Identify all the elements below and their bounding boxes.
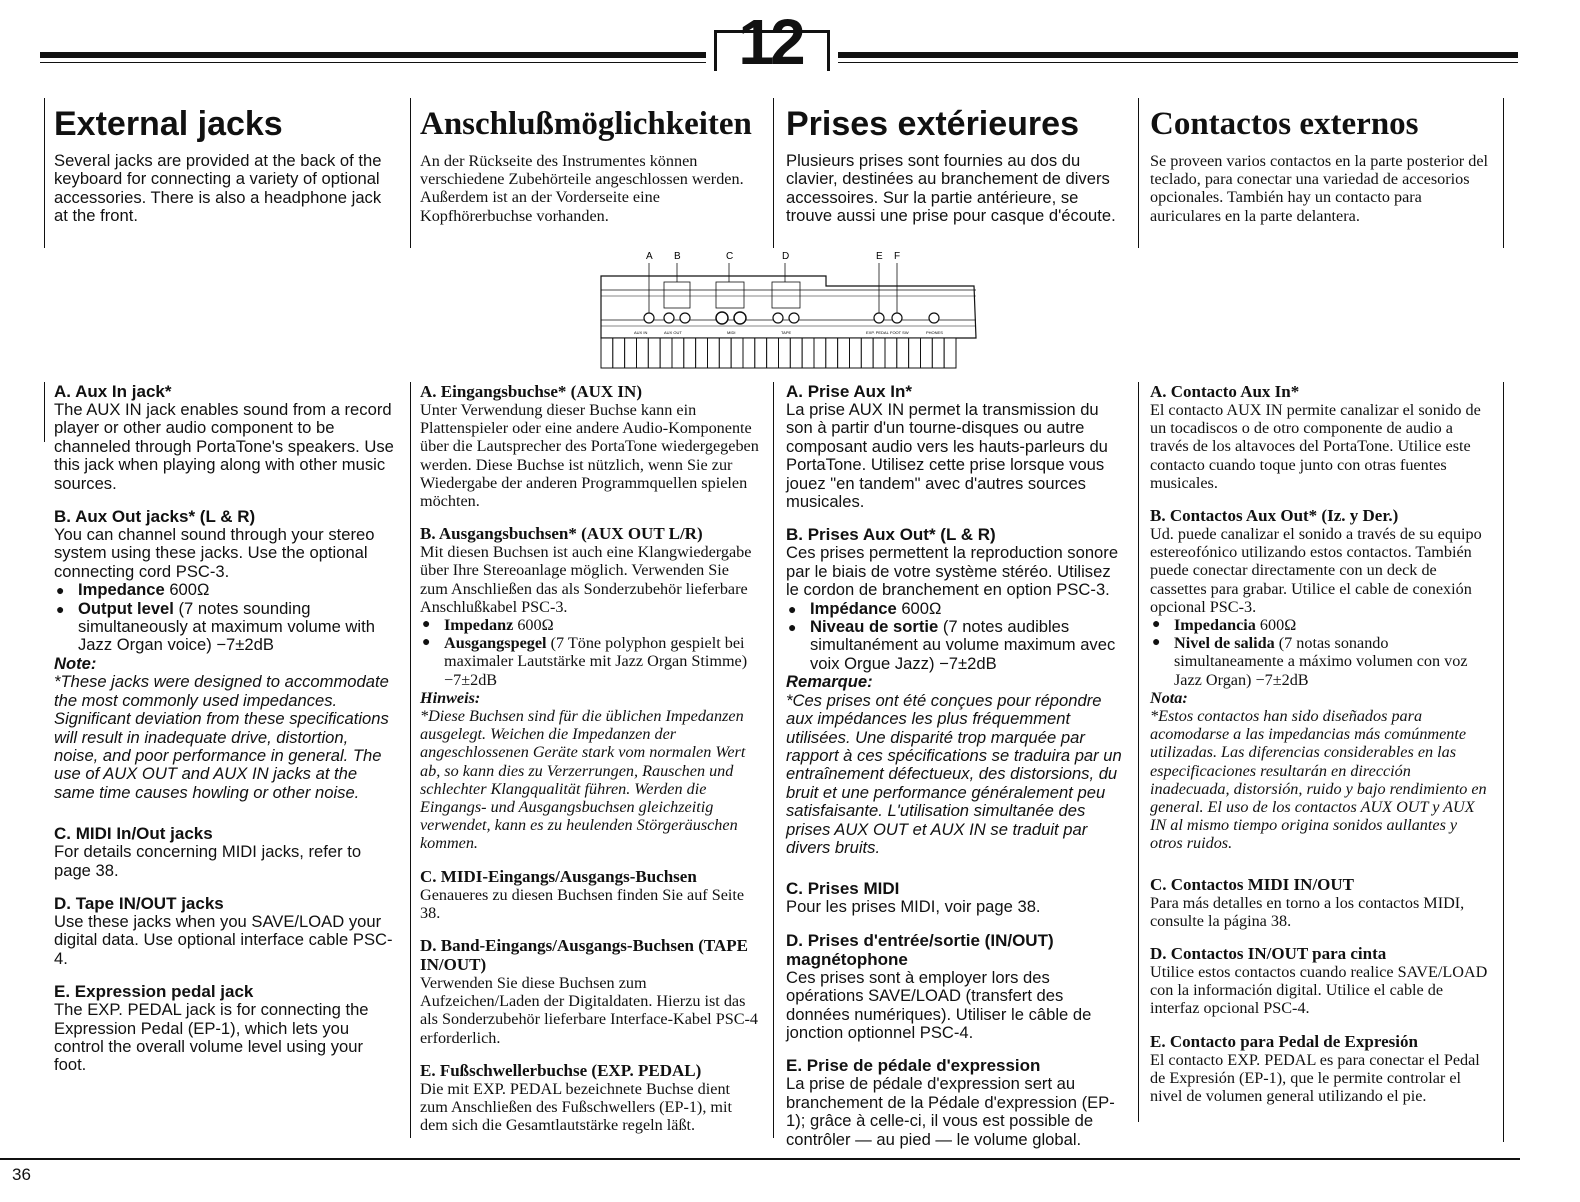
- english-spec-list: [54, 581, 394, 655]
- spanish-note-body: *Estos contactos han sido diseñados para acomodarse a las impedancias más comúnmente utilizadas. Las diferencias considerables en las especificaciones resultarán en dirección inadecuada, distorsión, ruido y bajo rendimiento en general. El uso de los contactos AUX OUT y AUX IN al mismo tiempo origina sonidos aullantes y otros ruidos.: [1150, 707, 1487, 853]
- keyboard-key: [779, 338, 791, 368]
- german-a-body: Unter Verwendung dieser Buchse kann ein Plattenspieler oder eine andere Audio-Komponente über die Lautsprecher des PortaTone wiedergegeben werden. Diese Buchse ist nützlich, wenn Sie zur Wiedergabe der anderen Programmquellen spielen möchten.: [420, 401, 759, 511]
- rear-panel-diagram: [596, 248, 982, 373]
- keyboard-key: [731, 338, 743, 368]
- english-section-d: [54, 894, 394, 968]
- french-section-b: [786, 525, 1128, 857]
- spec-value: 600Ω: [169, 580, 210, 600]
- french-d-body: Ces prises sont à employer lors des opérations SAVE/LOAD (transfert des données numériques). Utiliser le câble de jonction optionnel PSC-4.: [786, 967, 1092, 1042]
- spanish-section-e: [1150, 1032, 1490, 1106]
- spanish-intro-block: [1150, 104, 1490, 225]
- english-d-title: D. Tape IN/OUT jacks: [54, 893, 224, 913]
- spanish-d-body: Utilice estos contactos cuando realice SAVE/LOAD con la información digital. Utilice el cable de interfaz opcional PSC-4.: [1150, 963, 1488, 1018]
- spanish-a-title: A. Contacto Aux In*: [1150, 382, 1300, 401]
- exp-pedal-jack: [874, 313, 884, 323]
- spec-value: (7 Töne polyphon gespielt bei maximaler Lautstärke mit Jazz Organ Stimme) −7±2dB: [444, 634, 748, 689]
- leader-bracket: [772, 282, 800, 308]
- spanish-c-body: Para más detalles en torno a los contactos MIDI, consulte la página 38.: [1150, 893, 1465, 930]
- diagram-letter-c: C: [726, 251, 734, 262]
- keyboard-key: [838, 338, 850, 368]
- spec-label: Niveau de sortie: [810, 617, 939, 637]
- chapter-tab: [704, 6, 836, 78]
- diagram-letter-e: E: [876, 251, 883, 262]
- german-section-c: [420, 867, 760, 922]
- spec-value: (7 notes sounding simultaneously at maximum volume with Jazz Organ voice) −7±2dB: [78, 598, 375, 655]
- spanish-section-d: [1150, 944, 1490, 1018]
- column-rule: [410, 98, 411, 248]
- french-section-c: [786, 879, 1128, 916]
- aux-out-l-jack: [664, 313, 674, 323]
- english-note-label: Note:: [54, 653, 97, 673]
- spec-value: 600Ω: [517, 616, 554, 635]
- diagram-letter-b: B: [674, 251, 681, 262]
- midi-in-jack: [716, 312, 728, 324]
- french-section-a: [786, 382, 1128, 511]
- english-title: External jacks: [54, 105, 283, 143]
- spanish-e-title: E. Contacto para Pedal de Expresión: [1150, 1031, 1418, 1051]
- french-column: [786, 382, 1128, 1149]
- spanish-b-body: Ud. puede canalizar el sonido a través de su equipo estereofónico utilizando estos contactos. También puede conectar directamente con un deck de cassettes para grabar. Utilice el cable de conexión opcional PSC-3.: [1150, 525, 1482, 616]
- jack-label-phones: PHONES: [926, 330, 943, 335]
- spec-value: 600Ω: [1259, 616, 1297, 635]
- keyboard-key: [767, 338, 779, 368]
- keyboard-key: [802, 338, 814, 368]
- keyboard-key: [944, 338, 956, 368]
- german-intro-block: [420, 104, 770, 225]
- aux-out-r-jack: [680, 313, 690, 323]
- spec-value: (7 notes audibles simultanément au volume maximum avec voix Orgue Jazz) −7±2dB: [810, 617, 1116, 673]
- keyboard-keys: [601, 338, 956, 368]
- french-intro-block: [786, 104, 1126, 226]
- english-spec-output: [54, 600, 394, 655]
- keyboard-key: [850, 338, 862, 368]
- german-spec-list: [420, 616, 760, 689]
- spanish-d-title: D. Contactos IN/OUT para cinta: [1150, 944, 1387, 964]
- german-spec-output: [420, 634, 760, 689]
- german-section-a: [420, 382, 760, 510]
- jack-label-midi: MIDI: [727, 330, 736, 335]
- header-rule: [838, 52, 1518, 58]
- french-section-d: [786, 931, 1128, 1043]
- french-b-title: B. Prises Aux Out* (L & R): [786, 525, 996, 545]
- column-rule: [1503, 382, 1504, 1142]
- jack-label-foot-sw: FOOT SW: [890, 330, 909, 335]
- keyboard-key: [909, 338, 921, 368]
- keyboard-key: [826, 338, 838, 368]
- spec-label: Ausgangspegel: [444, 634, 547, 653]
- english-b-title: B. Aux Out jacks* (L & R): [54, 507, 256, 527]
- english-c-title: C. MIDI In/Out jacks: [54, 824, 213, 844]
- spanish-section-c: [1150, 875, 1490, 930]
- english-column: [54, 382, 394, 1075]
- keyboard-key: [932, 338, 944, 368]
- english-spec-impedance: [54, 581, 394, 599]
- french-section-e: [786, 1056, 1128, 1149]
- column-rule: [773, 98, 774, 248]
- german-section-d: [420, 936, 760, 1047]
- diagram-letter-f: F: [894, 251, 901, 262]
- spec-label: Nivel de salida: [1174, 634, 1275, 653]
- french-c-title: C. Prises MIDI: [786, 879, 900, 899]
- german-intro: An der Rückseite des Instrumentes können verschiedene Zubehörteile angeschlossen werden. Außerdem ist an der Vorderseite eine Kopfhörerbuchse vorhanden.: [420, 152, 744, 225]
- spec-label: Output level: [78, 598, 174, 618]
- column-rule: [1503, 98, 1504, 248]
- diagram-letter-a: A: [646, 251, 653, 262]
- english-c-body: For details concerning MIDI jacks, refer to page 38.: [54, 842, 362, 880]
- column-rule: [410, 382, 411, 1138]
- french-note-body: *Ces prises ont été conçues pour répondre aux impédances les plus fréquemment utilisées. Une disparité trop marquée par rapport à ces spécifications se traduira par un entraînement défectueux, des distorsions, du bruit et une performance généralement peu satisfaisante. L'utilisation simultanée des prises AUX OUT et AUX IN se traduit par divers bruits.: [786, 690, 1122, 857]
- spec-value: 600Ω: [901, 598, 942, 618]
- spanish-section-b: [1150, 506, 1490, 853]
- header-rule: [40, 52, 706, 58]
- keyboard-key: [613, 338, 625, 368]
- english-section-a: [54, 382, 394, 493]
- jack-label-tape: TAPE: [781, 330, 792, 335]
- leader-bracket: [664, 282, 690, 308]
- spanish-note-label: Nota:: [1150, 688, 1188, 707]
- spanish-spec-impedance: [1150, 616, 1490, 634]
- column-rule: [44, 382, 45, 442]
- spanish-b-title: B. Contactos Aux Out* (Iz. y Der.): [1150, 506, 1399, 526]
- tape-in-jack: [773, 313, 783, 323]
- column-rule: [773, 382, 774, 1138]
- diagram-letter-d: D: [782, 251, 790, 262]
- phones-jack: [929, 313, 939, 323]
- tape-out-jack: [789, 313, 799, 323]
- english-intro-block: [54, 104, 394, 226]
- french-b-body: Ces prises permettent la reproduction sonore par le biais de votre système stéréo. Utilisez le cordon de branchement en option PSC-3.: [786, 543, 1119, 600]
- french-a-body: La prise AUX IN permet la transmission du son à partir d'un tourne-disques ou autre composant audio vers les hauts-parleurs du PortaTone. Utilisez cette prise lorsque vous jouez "en tandem" avec d'autres sources musicales.: [786, 400, 1108, 512]
- german-e-body: Die mit EXP. PEDAL bezeichnete Buchse dient zum Anschließen des Fußschwellers (EP-1), mit dem sich die Gesamtlautstärke regeln läßt.: [420, 1079, 733, 1135]
- french-spec-impedance: [786, 600, 1128, 618]
- french-a-title: A. Prise Aux In*: [786, 382, 912, 401]
- german-spec-impedance: [420, 616, 760, 634]
- english-b-body: You can channel sound through your stereo system using these jacks. Use the optional connecting cord PSC-3.: [54, 525, 375, 581]
- german-a-title: A. Eingangsbuchse* (AUX IN): [420, 382, 642, 401]
- keyboard-key: [861, 338, 873, 368]
- keyboard-key: [696, 338, 708, 368]
- french-d-title: D. Prises d'entrée/sortie (IN/OUT) magnétophone: [786, 930, 1054, 969]
- spec-label: Impédance: [810, 598, 897, 618]
- spanish-title: Contactos externos: [1150, 106, 1419, 142]
- page-number: 36: [12, 1165, 31, 1184]
- spanish-a-body: El contacto AUX IN permite canalizar el sonido de un tocadiscos o de otro componente de audio a través de los altavoces del PortaTone. Utilice este contacto cuando toque junto con otras fuentes musicales.: [1150, 401, 1481, 492]
- german-c-body: Genaueres zu diesen Buchsen finden Sie auf Seite 38.: [420, 885, 745, 922]
- german-d-title: D. Band-Eingangs/Ausgangs-Buchsen (TAPE IN/OUT): [420, 936, 748, 975]
- french-spec-output: [786, 618, 1128, 673]
- spanish-spec-output: [1150, 634, 1490, 689]
- keyboard-key: [637, 338, 649, 368]
- german-d-body: Verwenden Sie diese Buchsen zum Aufzeichen/Laden der Digitaldaten. Hierzu ist das als Sonderzubehör lieferbare Interface-Kabel PSC-4 erforderlich.: [420, 974, 758, 1047]
- german-note-label: Hinweis:: [420, 688, 481, 707]
- spanish-c-title: C. Contactos MIDI IN/OUT: [1150, 874, 1354, 894]
- chapter-number: 12: [738, 6, 802, 78]
- keyboard-key: [601, 338, 613, 368]
- aux-in-jack: [644, 313, 654, 323]
- french-spec-list: [786, 600, 1128, 674]
- keyboard-key: [873, 338, 885, 368]
- column-rule: [44, 98, 45, 248]
- english-a-body: The AUX IN jack enables sound from a record player or other audio component to be channeled through PortaTone's speakers. Use this jack when playing along with other music sources.: [54, 400, 394, 493]
- spanish-e-body: El contacto EXP. PEDAL es para conectar el Pedal de Expresión (EP-1), que le permite controlar el nivel de volumen general utilizando el pie.: [1150, 1050, 1480, 1106]
- german-b-body: Mit diesen Buchsen ist auch eine Klangwiedergabe über Ihre Stereoanlage möglich. Verwenden Sie zum Anschließen das als Sonderzubehör lieferbare Anschlußkabel PSC-3.: [420, 543, 752, 616]
- german-e-title: E. Fußschwellerbuchse (EXP. PEDAL): [420, 1060, 702, 1080]
- jack-label-exp-pedal: EXP. PEDAL: [866, 330, 889, 335]
- spec-label: Impedanz: [444, 616, 514, 635]
- spanish-section-a: [1150, 382, 1490, 492]
- keyboard-key: [885, 338, 897, 368]
- spanish-intro: Se proveen varios contactos en la parte posterior del teclado, para conectar una variedad de accesorios opcionales. También hay un contacto para auriculares en la parte delantera.: [1150, 152, 1489, 225]
- keyboard-key: [814, 338, 826, 368]
- keyboard-body: [601, 276, 976, 338]
- keyboard-key: [625, 338, 637, 368]
- keyboard-key: [921, 338, 933, 368]
- column-rule: [1138, 382, 1139, 1122]
- spec-value: (7 notas sonando simultaneamente a máximo volumen con voz Jazz Organ) −7±2dB: [1174, 634, 1468, 689]
- english-section-b: [54, 507, 394, 802]
- german-section-e: [420, 1061, 760, 1135]
- keyboard-key: [897, 338, 909, 368]
- leader-bracket: [716, 282, 744, 308]
- german-c-title: C. MIDI-Eingangs/Ausgangs-Buchsen: [420, 866, 697, 886]
- keyboard-key: [672, 338, 684, 368]
- german-note-body: *Diese Buchsen sind für die üblichen Impedanzen ausgelegt. Weichen die Impedanzen der angeschlossenen Geräte stark vom normalen Wert ab, so kann dies zu Verzerrungen, Rauschen und schlechter Klangqualität führen. Werden die Eingangs- und Ausgangsbuchsen gleichzeitig verwendet, kann es zu heulenden Störgeräuschen kommen.: [420, 707, 746, 853]
- jack-label-aux-out: AUX OUT: [664, 330, 682, 335]
- spec-label: Impedancia: [1174, 616, 1256, 635]
- english-d-body: Use these jacks when you SAVE/LOAD your digital data. Use optional interface cable PSC-4.: [54, 911, 393, 968]
- german-b-title: B. Ausgangsbuchsen* (AUX OUT L/R): [420, 524, 703, 544]
- keyboard-key: [743, 338, 755, 368]
- footer-rule: [0, 1158, 1520, 1160]
- english-e-body: The EXP. PEDAL jack is for connecting the Expression Pedal (EP-1), which lets you control the overall volume level using your foot.: [54, 1000, 369, 1075]
- header-rule-thin: [838, 62, 1518, 63]
- keyboard-key: [719, 338, 731, 368]
- midi-out-jack: [734, 312, 746, 324]
- english-a-title: A. Aux In jack*: [54, 382, 172, 401]
- german-section-b: [420, 524, 760, 852]
- english-section-e: [54, 982, 394, 1075]
- german-column: [420, 382, 760, 1135]
- spanish-column: [1150, 382, 1490, 1105]
- french-note-label: Remarque:: [786, 672, 873, 692]
- english-note-body: *These jacks were designed to accommodate the most commonly used impedances. Significant deviation from these specifications will result in inadequate drive, distortion, noise, and poor performance in general. The use of AUX OUT and AUX IN jacks at the same time causes howling or other noise.: [54, 672, 389, 802]
- german-title: Anschlußmöglichkeiten: [420, 106, 752, 142]
- keyboard-key: [648, 338, 660, 368]
- french-c-body: Pour les prises MIDI, voir page 38.: [786, 897, 1041, 917]
- keyboard-key: [708, 338, 720, 368]
- foot-sw-jack: [892, 313, 902, 323]
- jack-label-aux-in: AUX IN: [634, 330, 648, 335]
- header-rule-thin: [40, 62, 706, 63]
- english-intro: Several jacks are provided at the back of the keyboard for connecting a variety of optional accessories. There is also a headphone jack at the front.: [54, 151, 382, 226]
- column-rule: [1138, 98, 1139, 248]
- french-e-title: E. Prise de pédale d'expression: [786, 1056, 1041, 1076]
- french-e-body: La prise de pédale d'expression sert au branchement de la Pédale d'expression (EP-1); grâce à celle-ci, il vous est possible de contrôler — au pied — le volume global.: [786, 1074, 1115, 1149]
- english-e-title: E. Expression pedal jack: [54, 982, 254, 1002]
- french-intro: Plusieurs prises sont fournies au dos du clavier, destinées au branchement de divers accessoires. Sur la partie antérieure, se trouve aussi une prise pour casque d'écoute.: [786, 151, 1116, 226]
- english-section-c: [54, 824, 394, 880]
- spanish-spec-list: [1150, 616, 1490, 689]
- keyboard-key: [684, 338, 696, 368]
- keyboard-key: [660, 338, 672, 368]
- french-title: Prises extérieures: [786, 105, 1079, 143]
- spec-label: Impedance: [78, 580, 165, 600]
- keyboard-key: [790, 338, 802, 368]
- keyboard-key: [755, 338, 767, 368]
